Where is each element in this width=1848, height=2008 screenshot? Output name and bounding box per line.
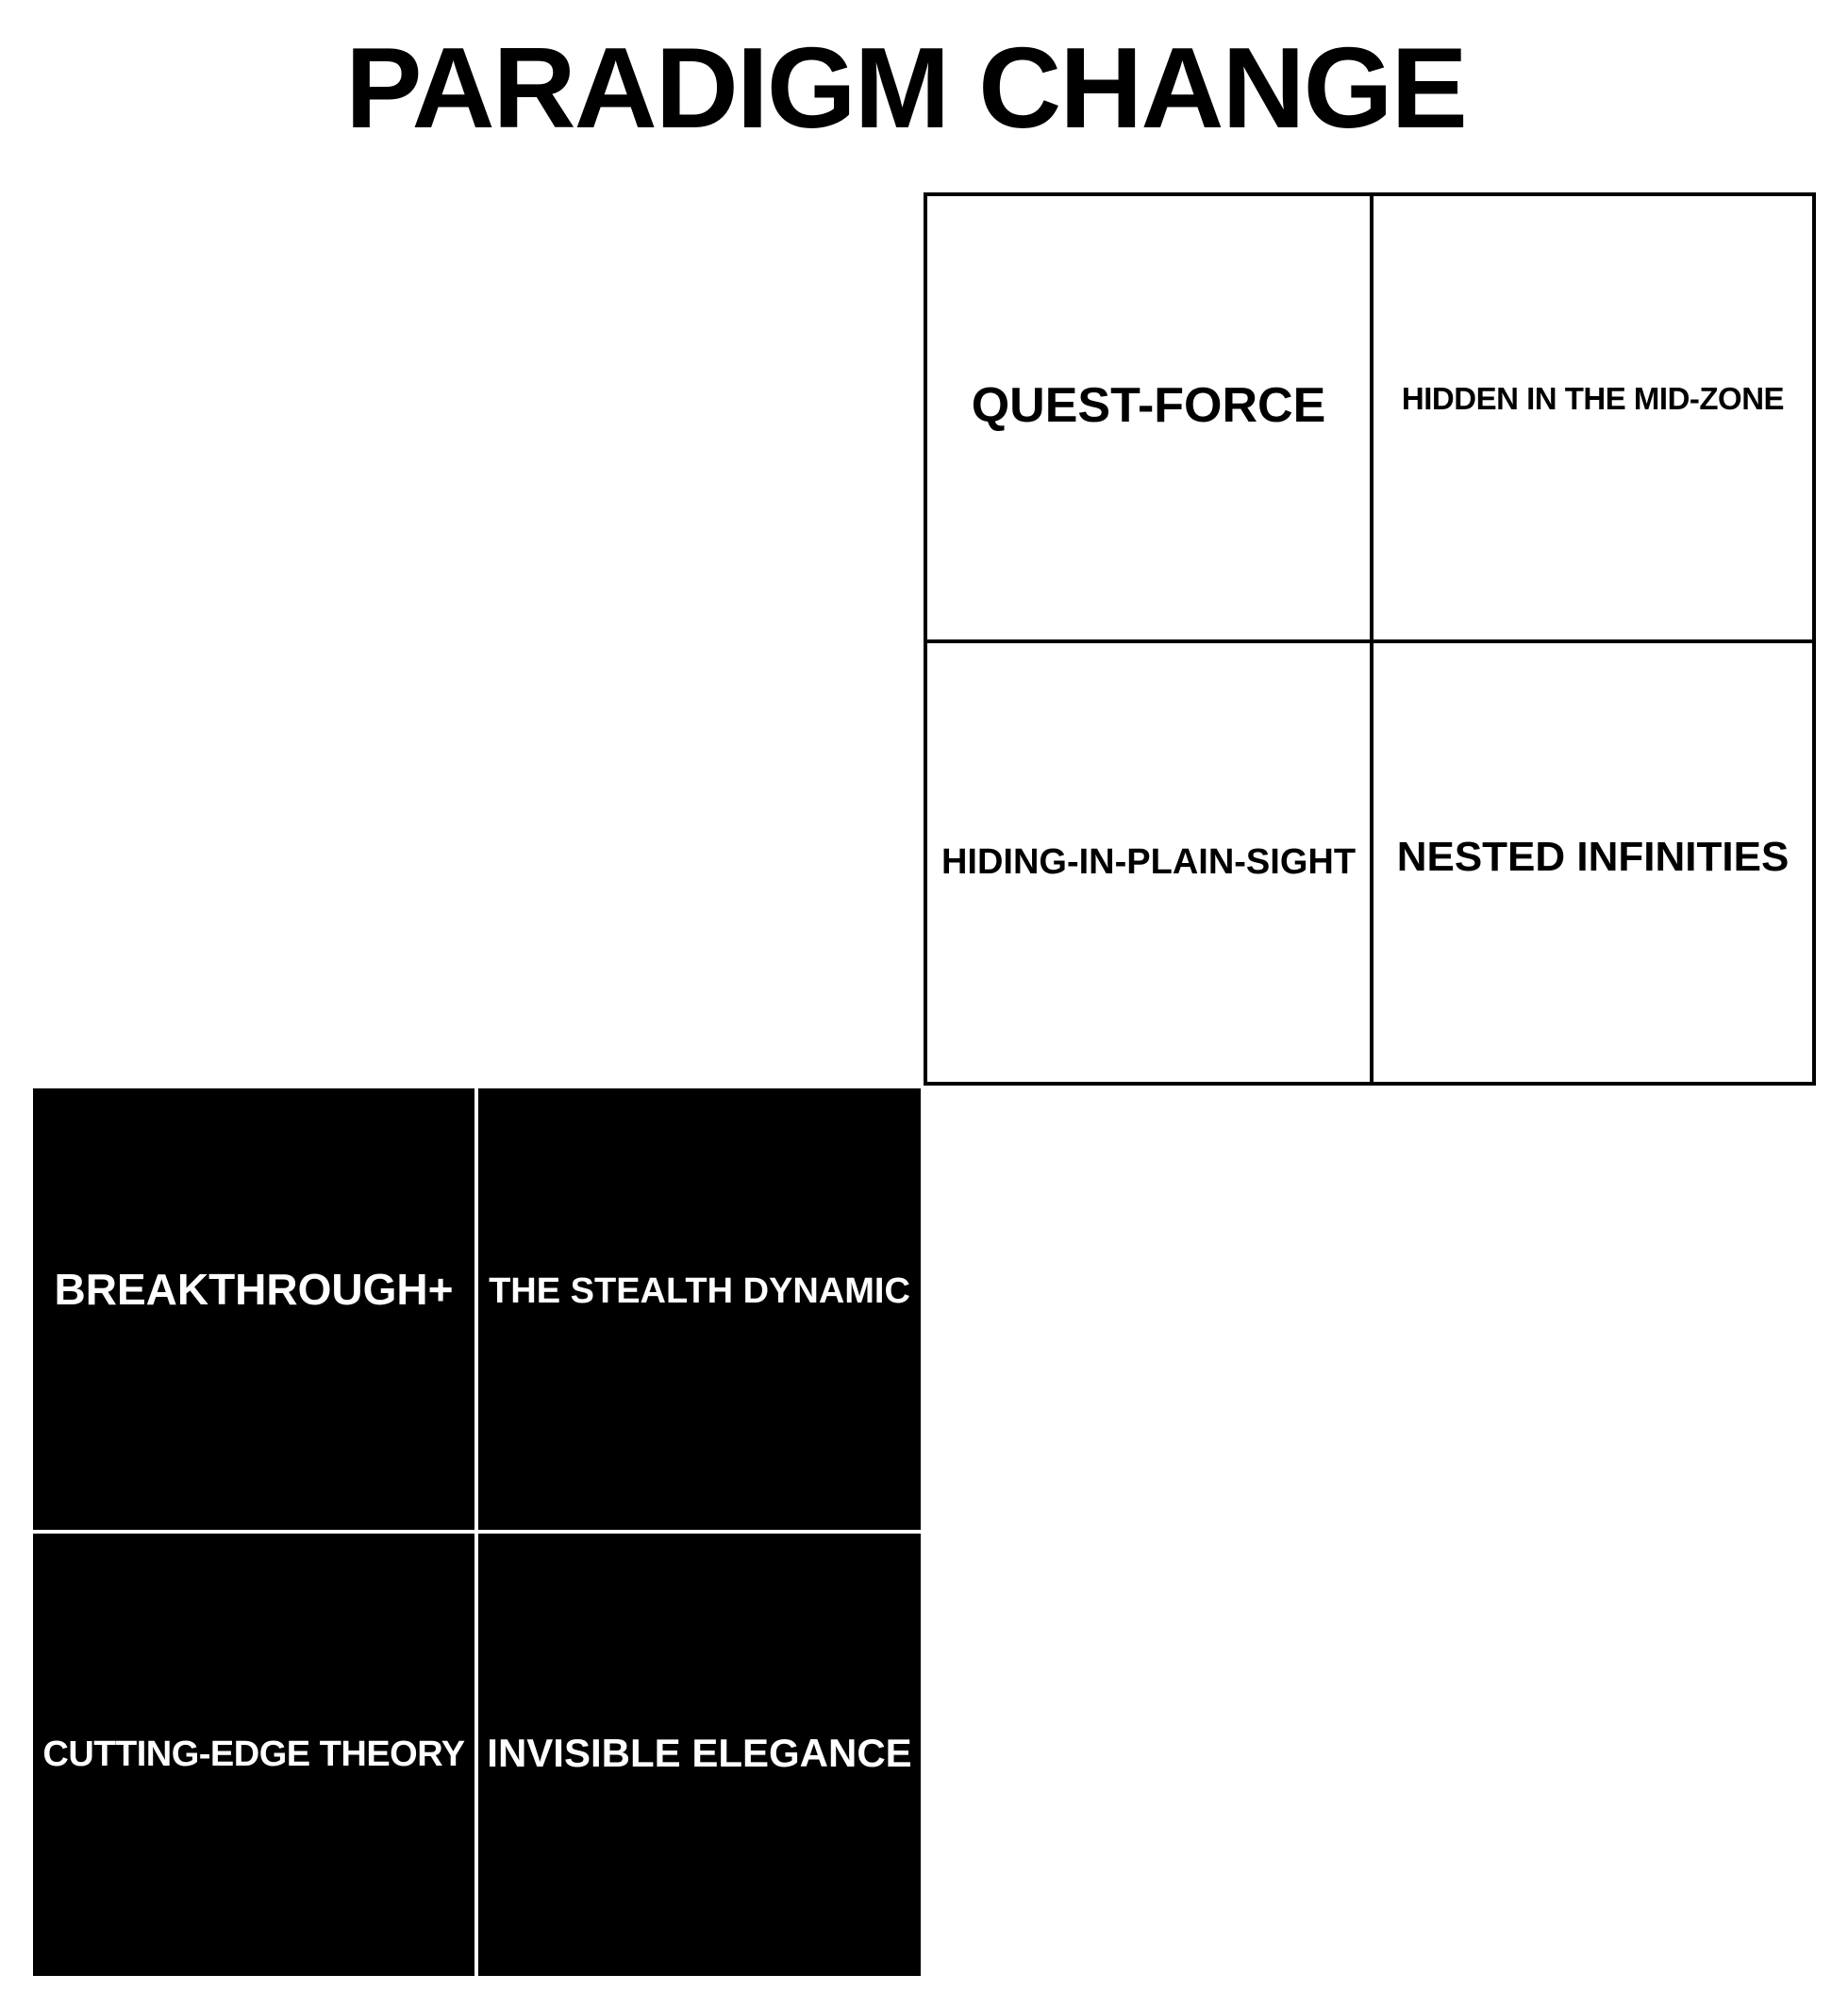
cell-label: INVISIBLE ELEGANCE <box>487 1730 912 1775</box>
cell-label: NESTED INFINITIES <box>1396 833 1790 880</box>
cell-label: THE STEALTH DYNAMIC <box>489 1270 910 1311</box>
black-quadrant-grid <box>33 1088 921 1976</box>
cell-label: CUTTING-EDGE THEORY <box>42 1734 465 1774</box>
cell-breakthrough <box>33 1088 474 1530</box>
white-quadrant-grid <box>924 192 1816 1086</box>
cell-nested-infinities <box>1374 643 1812 1082</box>
cell-label: QUEST-FORCE <box>971 378 1326 433</box>
cell-quest-force <box>927 196 1370 639</box>
cell-label: HIDING-IN-PLAIN-SIGHT <box>941 842 1357 882</box>
cell-invisible-elegance <box>478 1534 921 1976</box>
cell-hidden-in-the-mid-zone <box>1374 196 1812 639</box>
cell-label: HIDDEN IN THE MID-ZONE <box>1401 381 1785 416</box>
cell-label: BREAKTHROUGH+ <box>54 1265 454 1314</box>
page-title: PARADIGM CHANGE <box>345 24 1466 152</box>
cell-hiding-in-plain-sight <box>927 643 1370 1082</box>
cell-cutting-edge-theory <box>33 1534 474 1976</box>
cell-the-stealth-dynamic <box>478 1088 921 1530</box>
